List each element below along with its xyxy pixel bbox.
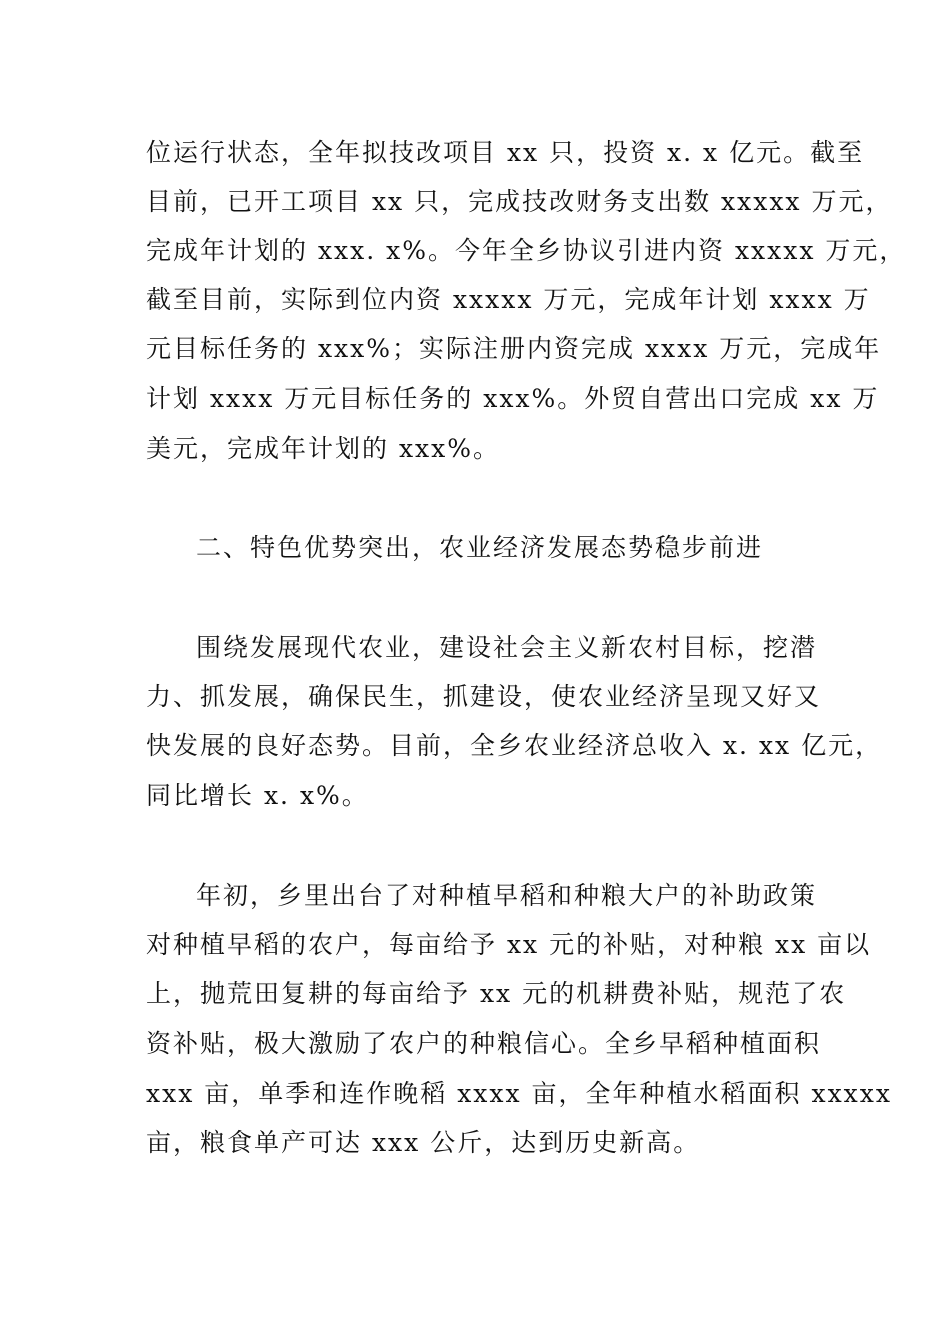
text-line: 亩，粮食单产可达 xxx 公斤，达到历史新高。 [146,1128,701,1157]
text-line: 目前，已开工项目 xx 只，完成技改财务支出数 xxxxx 万元， [146,187,893,216]
text-line: xxx 亩，单季和连作晚稻 xxxx 亩，全年种植水稻面积 xxxxx [146,1079,892,1108]
text-line: 位运行状态，全年拟技改项目 xx 只，投资 x. x 亿元。截至 [146,138,865,167]
text-line: 快发展的良好态势。目前，全乡农业经济总收入 x. xx 亿元， [146,731,883,760]
text-line: 截至目前，实际到位内资 xxxxx 万元，完成年计划 xxxx 万 [146,285,871,314]
text-line: 美元，完成年计划的 xxx%。 [146,434,500,463]
text-line: 年初，乡里出台了对种植早稻和种粮大户的补助政策 [196,881,818,910]
text-line: 元目标任务的 xxx%；实际注册内资完成 xxxx 万元，完成年 [146,334,882,363]
text-line: 资补贴，极大激励了农户的种粮信心。全乡早稻种植面积 [146,1029,822,1058]
text-line: 力、抓发展，确保民生，抓建设，使农业经济呈现又好又 [146,682,822,711]
text-line: 同比增长 x. x%。 [146,781,369,810]
text-line: 上，抛荒田复耕的每亩给予 xx 元的机耕费补贴，规范了农 [146,979,847,1008]
text-line: 围绕发展现代农业，建设社会主义新农村目标，挖潜 [196,633,818,662]
section-heading: 二、特色优势突出，农业经济发展态势稳步前进 [196,533,764,562]
text-line: 对种植早稻的农户，每亩给予 xx 元的补贴，对种粮 xx 亩以 [146,930,872,959]
text-line: 计划 xxxx 万元目标任务的 xxx%。外贸自营出口完成 xx 万 [146,384,880,413]
text-line: 完成年计划的 xxx. x%。今年全乡协议引进内资 xxxxx 万元， [146,236,907,265]
